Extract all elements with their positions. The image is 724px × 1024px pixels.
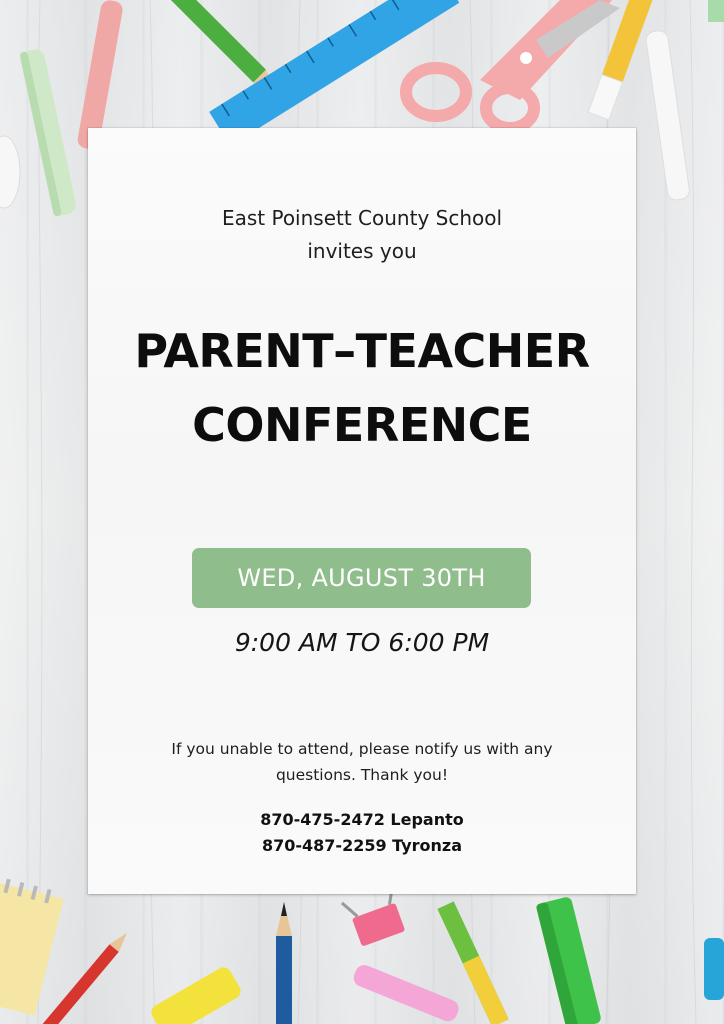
attendance-notice bbox=[148, 736, 576, 788]
contact-number: 870-487-2259 bbox=[261, 836, 387, 855]
event-title bbox=[88, 314, 636, 462]
chalk-icon bbox=[19, 48, 77, 217]
notepad-icon bbox=[0, 876, 65, 1015]
scissors-icon bbox=[406, 0, 620, 128]
pencil-icon bbox=[276, 902, 292, 1024]
school-header bbox=[88, 202, 636, 268]
contact-item bbox=[88, 807, 636, 833]
marker-icon bbox=[536, 896, 602, 1024]
contact-location: Tyronza bbox=[392, 836, 462, 855]
notice-line1: If you unable to attend, please notify us with any bbox=[171, 740, 553, 758]
contact-list bbox=[88, 807, 636, 859]
binder-clip-icon bbox=[342, 884, 409, 948]
event-title-line1: PARENT–TEACHER bbox=[134, 324, 590, 378]
event-time: 9:00 AM TO 6:00 PM bbox=[234, 628, 490, 657]
school-name: East Poinsett County School bbox=[221, 206, 503, 230]
highlighter-icon bbox=[149, 965, 244, 1024]
pencil-icon bbox=[39, 929, 132, 1024]
invitation-card bbox=[88, 128, 636, 894]
notice-line2: questions. Thank you! bbox=[275, 766, 449, 784]
eraser-icon bbox=[0, 136, 20, 208]
chalk-icon bbox=[351, 962, 461, 1024]
contact-location: Lepanto bbox=[390, 810, 464, 829]
contact-item bbox=[88, 833, 636, 859]
event-title-line2: CONFERENCE bbox=[192, 398, 532, 452]
marker-icon bbox=[704, 938, 724, 1000]
invite-text: invites you bbox=[307, 239, 417, 263]
chalk-icon bbox=[708, 0, 724, 22]
chalk-icon bbox=[645, 30, 690, 201]
event-date: WED, AUGUST 30TH bbox=[237, 564, 486, 592]
event-date-badge bbox=[192, 548, 531, 608]
contact-number: 870-475-2472 bbox=[260, 810, 385, 829]
